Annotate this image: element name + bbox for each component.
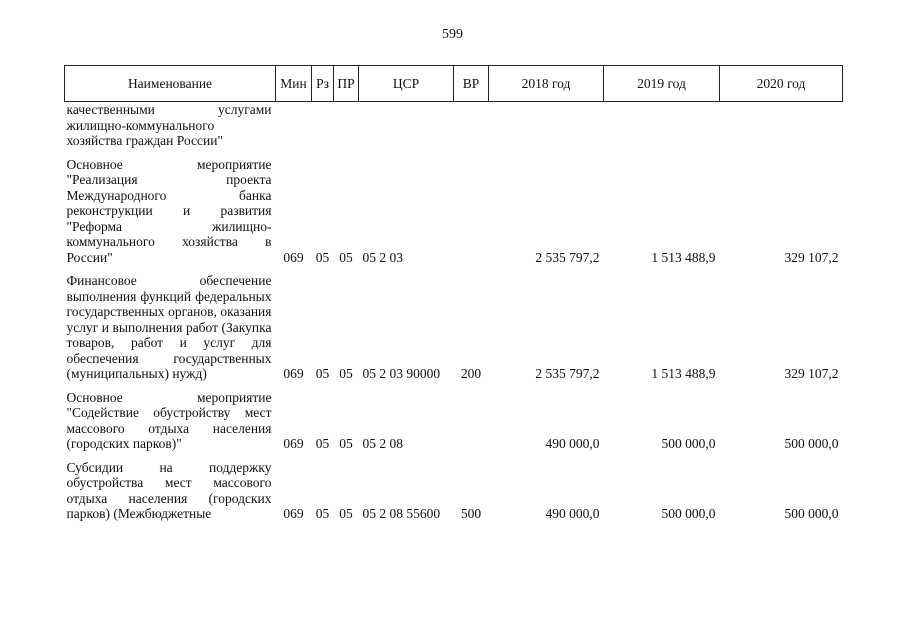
row-csr: 05 2 03 <box>362 249 403 265</box>
row-2020: 500 000,0 <box>784 506 839 521</box>
row-2018: 490 000,0 <box>545 506 600 521</box>
header-csr: ЦСР <box>359 66 454 102</box>
row-2019: 1 513 488,9 <box>651 366 716 381</box>
row-rz <box>312 102 334 149</box>
row-name: Финансовое обеспечение выполнения функций федеральных государственных органов, оказания услуг и выполнения работ (Закупка товаров, работ и услуг для обеспечения государственных (муниципальных) нужд) <box>66 273 272 381</box>
header-2020: 2020 год <box>720 66 843 102</box>
row-name: качественными услугами жилищно-коммунального хозяйства граждан России" <box>66 102 272 148</box>
row-pr: 05 <box>339 366 353 381</box>
row-vr: 500 <box>460 506 482 521</box>
row-name: Основное мероприятие "Содействие обустройству мест массового отдыха населения (городских парков)" <box>66 389 272 451</box>
table-row <box>65 157 843 266</box>
row-2020: 329 107,2 <box>784 366 839 381</box>
row-pr: 05 <box>339 506 353 521</box>
row-min: 069 <box>283 366 304 381</box>
header-min: Мин <box>276 66 312 102</box>
row-csr: 05 2 03 90000 <box>362 366 441 381</box>
row-2020: 329 107,2 <box>784 249 839 265</box>
row-2018 <box>489 102 604 149</box>
header-2019: 2019 год <box>604 66 720 102</box>
row-vr: 200 <box>460 366 482 381</box>
header-rz: Рз <box>312 66 334 102</box>
row-csr: 05 2 08 55600 <box>362 506 441 521</box>
table-row <box>65 390 843 452</box>
row-2018: 2 535 797,2 <box>535 366 600 381</box>
row-pr: 05 <box>339 436 353 451</box>
row-2019 <box>604 102 720 149</box>
row-vr <box>454 390 489 452</box>
table-row <box>65 460 843 522</box>
row-min: 069 <box>283 506 304 521</box>
row-2019: 500 000,0 <box>661 506 716 521</box>
row-pr <box>334 102 359 149</box>
row-min: 069 <box>283 436 304 451</box>
row-name: Субсидии на поддержку обустройства мест массового отдыха населения (городских парков) (Межбюджетные <box>66 459 272 521</box>
page-number: 599 <box>442 27 463 42</box>
table-row <box>65 273 843 382</box>
header-pr: ПР <box>334 66 359 102</box>
row-2019: 500 000,0 <box>661 436 716 451</box>
header-vr: ВР <box>454 66 489 102</box>
row-vr <box>454 157 489 266</box>
row-2018: 2 535 797,2 <box>535 249 600 265</box>
row-min: 069 <box>283 249 304 265</box>
row-name: Основное мероприятие "Реализация проекта Международного банка реконструкции и развития "Реформа жилищно-коммунального хозяйства в России" <box>66 156 272 265</box>
table-header <box>65 66 843 102</box>
row-2018: 490 000,0 <box>545 436 600 451</box>
header-name: Наименование <box>65 66 276 102</box>
row-pr: 05 <box>339 249 353 265</box>
row-2020 <box>720 102 843 149</box>
row-rz: 05 <box>315 506 330 521</box>
table-row <box>65 102 843 149</box>
budget-table <box>64 65 843 522</box>
row-rz: 05 <box>315 366 330 381</box>
row-rz: 05 <box>315 436 330 451</box>
row-csr <box>359 102 454 149</box>
row-2019: 1 513 488,9 <box>651 249 716 265</box>
row-min <box>276 102 312 149</box>
row-rz: 05 <box>315 249 330 265</box>
header-2018: 2018 год <box>489 66 604 102</box>
row-csr: 05 2 08 <box>362 436 403 451</box>
row-vr <box>454 102 489 149</box>
row-2020: 500 000,0 <box>784 436 839 451</box>
